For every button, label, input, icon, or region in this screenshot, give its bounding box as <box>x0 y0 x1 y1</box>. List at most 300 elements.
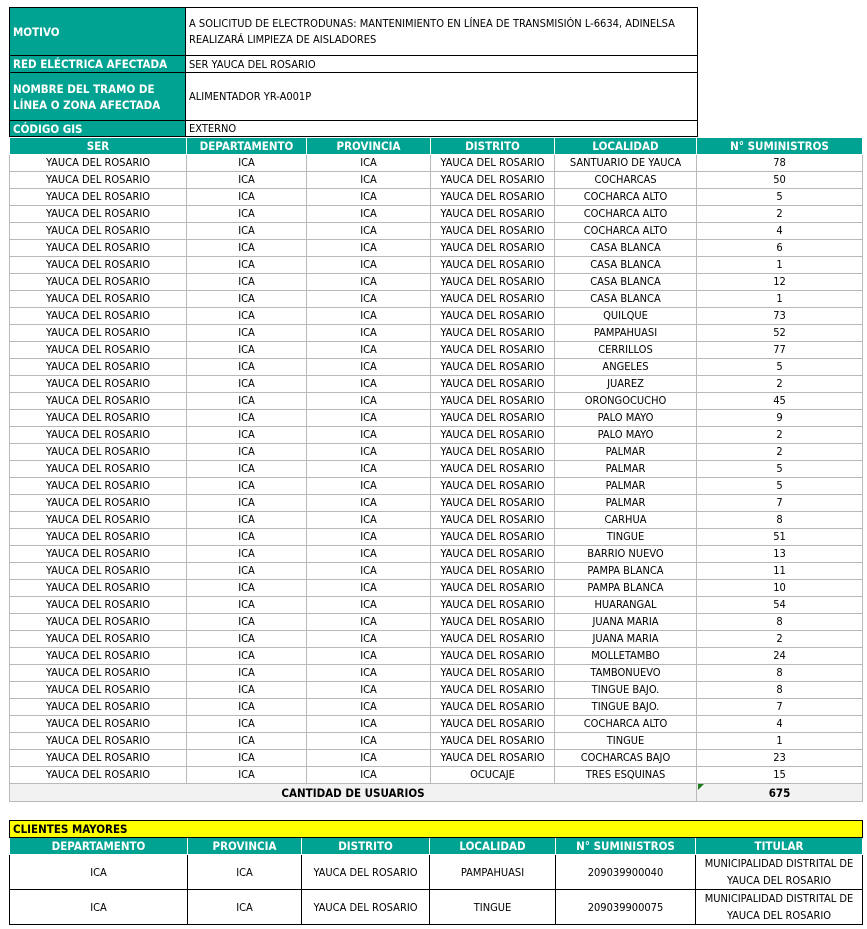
cell-provincia[interactable]: ICA <box>307 155 431 172</box>
cell-ser[interactable]: YAUCA DEL ROSARIO <box>10 699 187 716</box>
cell-localidad[interactable]: MOLLETAMBO <box>555 648 697 665</box>
cell-provincia[interactable]: ICA <box>307 189 431 206</box>
cell-suministros[interactable]: 11 <box>697 563 863 580</box>
cell-departamento[interactable]: ICA <box>187 376 307 393</box>
cell-ser[interactable]: YAUCA DEL ROSARIO <box>10 767 187 784</box>
cell-suministros[interactable]: 2 <box>697 631 863 648</box>
cell-suministros[interactable]: 45 <box>697 393 863 410</box>
cell-distrito[interactable]: YAUCA DEL ROSARIO <box>431 240 555 257</box>
cell-suministros[interactable]: 10 <box>697 580 863 597</box>
tramo-value[interactable]: ALIMENTADOR YR-A001P <box>186 73 698 121</box>
cell-distrito[interactable]: YAUCA DEL ROSARIO <box>431 563 555 580</box>
cell-distrito[interactable]: YAUCA DEL ROSARIO <box>431 699 555 716</box>
header-row <box>10 138 863 155</box>
table-row <box>10 444 863 461</box>
cell-distrito[interactable]: YAUCA DEL ROSARIO <box>431 733 555 750</box>
cell-provincia[interactable]: ICA <box>307 308 431 325</box>
table-body <box>10 155 863 784</box>
cell-localidad[interactable]: PALMAR <box>555 461 697 478</box>
cell-suministros[interactable]: 5 <box>697 359 863 376</box>
info-table <box>9 7 698 137</box>
cell-localidad[interactable]: CASA BLANCA <box>555 274 697 291</box>
cell-departamento[interactable]: ICA <box>187 478 307 495</box>
cell-distrito[interactable]: YAUCA DEL ROSARIO <box>431 648 555 665</box>
cell-localidad[interactable]: PAMPA BLANCA <box>555 563 697 580</box>
cell-localidad[interactable]: PAMPAHUASI <box>555 325 697 342</box>
cell-provincia[interactable]: ICA <box>307 461 431 478</box>
cell-distrito[interactable]: YAUCA DEL ROSARIO <box>431 274 555 291</box>
total-value[interactable]: 675 <box>697 784 863 802</box>
cell-ser[interactable]: YAUCA DEL ROSARIO <box>10 546 187 563</box>
cell-localidad[interactable]: PALMAR <box>555 495 697 512</box>
cell-localidad[interactable]: COCHARCAS BAJO <box>555 750 697 767</box>
cell-provincia[interactable]: ICA <box>307 325 431 342</box>
cell-ser[interactable]: YAUCA DEL ROSARIO <box>10 342 187 359</box>
cell-provincia[interactable]: ICA <box>307 240 431 257</box>
cell-suministros[interactable]: 4 <box>697 716 863 733</box>
cell-departamento[interactable]: ICA <box>187 733 307 750</box>
cm-header-distrito[interactable]: DISTRITO <box>302 838 430 855</box>
cell-distrito[interactable]: YAUCA DEL ROSARIO <box>431 529 555 546</box>
cell-departamento[interactable]: ICA <box>187 257 307 274</box>
cell-departamento[interactable]: ICA <box>187 580 307 597</box>
cell-localidad[interactable]: PALMAR <box>555 444 697 461</box>
cm-header-suministros[interactable]: N° SUMINISTROS <box>556 838 696 855</box>
cell-ser[interactable]: YAUCA DEL ROSARIO <box>10 461 187 478</box>
cell-ser[interactable]: YAUCA DEL ROSARIO <box>10 274 187 291</box>
cell-provincia[interactable]: ICA <box>307 546 431 563</box>
cell-distrito[interactable]: YAUCA DEL ROSARIO <box>431 716 555 733</box>
cell-distrito[interactable]: YAUCA DEL ROSARIO <box>431 614 555 631</box>
cell-ser[interactable]: YAUCA DEL ROSARIO <box>10 631 187 648</box>
cm-cell-titular[interactable]: MUNICIPALIDAD DISTRITAL DE YAUCA DEL ROSARIO <box>696 855 863 890</box>
clientes-row <box>10 890 863 925</box>
cell-provincia[interactable]: ICA <box>307 342 431 359</box>
cell-distrito[interactable]: YAUCA DEL ROSARIO <box>431 597 555 614</box>
red-value[interactable]: SER YAUCA DEL ROSARIO <box>186 56 698 73</box>
cell-provincia[interactable]: ICA <box>307 393 431 410</box>
cell-suministros[interactable]: 15 <box>697 767 863 784</box>
cell-provincia[interactable]: ICA <box>307 291 431 308</box>
cell-distrito[interactable]: OCUCAJE <box>431 767 555 784</box>
cell-distrito[interactable]: YAUCA DEL ROSARIO <box>431 376 555 393</box>
col-header-ser[interactable]: SER <box>10 138 187 155</box>
cell-localidad[interactable]: CASA BLANCA <box>555 291 697 308</box>
cell-distrito[interactable]: YAUCA DEL ROSARIO <box>431 155 555 172</box>
cell-localidad[interactable]: CERRILLOS <box>555 342 697 359</box>
cell-suministros[interactable]: 5 <box>697 478 863 495</box>
table-row <box>10 223 863 240</box>
cell-departamento[interactable]: ICA <box>187 699 307 716</box>
cell-suministros[interactable]: 54 <box>697 597 863 614</box>
cell-distrito[interactable]: YAUCA DEL ROSARIO <box>431 750 555 767</box>
cell-ser[interactable]: YAUCA DEL ROSARIO <box>10 359 187 376</box>
cell-ser[interactable]: YAUCA DEL ROSARIO <box>10 478 187 495</box>
cell-ser[interactable]: YAUCA DEL ROSARIO <box>10 597 187 614</box>
cell-departamento[interactable]: ICA <box>187 631 307 648</box>
cell-distrito[interactable]: YAUCA DEL ROSARIO <box>431 444 555 461</box>
cm-cell-distrito[interactable]: YAUCA DEL ROSARIO <box>302 890 430 925</box>
cell-departamento[interactable]: ICA <box>187 648 307 665</box>
red-label[interactable]: RED ELÉCTRICA AFECTADA <box>10 56 186 73</box>
cell-localidad[interactable]: TINGUE <box>555 529 697 546</box>
cell-suministros[interactable]: 24 <box>697 648 863 665</box>
cell-departamento[interactable]: ICA <box>187 546 307 563</box>
cell-localidad[interactable]: PALO MAYO <box>555 410 697 427</box>
cell-suministros[interactable]: 13 <box>697 546 863 563</box>
table-row <box>10 410 863 427</box>
table-row <box>10 461 863 478</box>
cell-distrito[interactable]: YAUCA DEL ROSARIO <box>431 512 555 529</box>
cell-distrito[interactable]: YAUCA DEL ROSARIO <box>431 495 555 512</box>
cell-localidad[interactable]: CARHUA <box>555 512 697 529</box>
cell-localidad[interactable]: CASA BLANCA <box>555 257 697 274</box>
cell-distrito[interactable]: YAUCA DEL ROSARIO <box>431 665 555 682</box>
cell-suministros[interactable]: 1 <box>697 291 863 308</box>
suministros-table <box>9 137 863 802</box>
cell-localidad[interactable]: ANGELES <box>555 359 697 376</box>
cell-departamento[interactable]: ICA <box>187 206 307 223</box>
table-row <box>10 733 863 750</box>
cell-ser[interactable]: YAUCA DEL ROSARIO <box>10 563 187 580</box>
cell-departamento[interactable]: ICA <box>187 444 307 461</box>
table-row <box>10 614 863 631</box>
cell-localidad[interactable]: COCHARCA ALTO <box>555 206 697 223</box>
cell-provincia[interactable]: ICA <box>307 257 431 274</box>
cell-distrito[interactable]: YAUCA DEL ROSARIO <box>431 172 555 189</box>
total-label[interactable]: CANTIDAD DE USUARIOS <box>10 784 697 802</box>
cm-cell-titular[interactable]: MUNICIPALIDAD DISTRITAL DE YAUCA DEL ROSARIO <box>696 890 863 925</box>
clientes-mayores-table <box>9 820 863 925</box>
cell-suministros[interactable]: 1 <box>697 733 863 750</box>
cell-departamento[interactable]: ICA <box>187 529 307 546</box>
cell-provincia[interactable]: ICA <box>307 580 431 597</box>
cell-provincia[interactable]: ICA <box>307 614 431 631</box>
gis-label[interactable]: CÓDIGO GIS <box>10 121 186 137</box>
cell-ser[interactable]: YAUCA DEL ROSARIO <box>10 427 187 444</box>
cell-departamento[interactable]: ICA <box>187 665 307 682</box>
cell-localidad[interactable]: COCHARCAS <box>555 172 697 189</box>
cell-departamento[interactable]: ICA <box>187 563 307 580</box>
gis-value[interactable]: EXTERNO <box>186 121 698 137</box>
table-row <box>10 597 863 614</box>
col-header-distrito[interactable]: DISTRITO <box>431 138 555 155</box>
cell-distrito[interactable]: YAUCA DEL ROSARIO <box>431 461 555 478</box>
cell-localidad[interactable]: SANTUARIO DE YAUCA <box>555 155 697 172</box>
table-row <box>10 172 863 189</box>
table-row <box>10 325 863 342</box>
cell-distrito[interactable]: YAUCA DEL ROSARIO <box>431 546 555 563</box>
cell-localidad[interactable]: CASA BLANCA <box>555 240 697 257</box>
cell-distrito[interactable]: YAUCA DEL ROSARIO <box>431 206 555 223</box>
table-row <box>10 427 863 444</box>
table-row <box>10 291 863 308</box>
table-row <box>10 750 863 767</box>
cell-suministros[interactable]: 12 <box>697 274 863 291</box>
cell-departamento[interactable]: ICA <box>187 308 307 325</box>
cell-suministros[interactable]: 8 <box>697 665 863 682</box>
cell-ser[interactable]: YAUCA DEL ROSARIO <box>10 444 187 461</box>
cell-provincia[interactable]: ICA <box>307 206 431 223</box>
cell-provincia[interactable]: ICA <box>307 376 431 393</box>
cell-provincia[interactable]: ICA <box>307 750 431 767</box>
cell-localidad[interactable]: PALO MAYO <box>555 427 697 444</box>
cell-localidad[interactable]: COCHARCA ALTO <box>555 223 697 240</box>
cell-provincia[interactable]: ICA <box>307 444 431 461</box>
cell-localidad[interactable]: PALMAR <box>555 478 697 495</box>
cell-suministros[interactable]: 50 <box>697 172 863 189</box>
cell-suministros[interactable]: 2 <box>697 376 863 393</box>
cm-cell-localidad[interactable]: TINGUE <box>430 890 556 925</box>
cm-header-departamento[interactable]: DEPARTAMENTO <box>10 838 188 855</box>
cell-suministros[interactable]: 23 <box>697 750 863 767</box>
cell-ser[interactable]: YAUCA DEL ROSARIO <box>10 257 187 274</box>
cell-departamento[interactable]: ICA <box>187 393 307 410</box>
cell-ser[interactable]: YAUCA DEL ROSARIO <box>10 665 187 682</box>
cm-cell-provincia[interactable]: ICA <box>188 855 302 890</box>
cell-provincia[interactable]: ICA <box>307 716 431 733</box>
table-row <box>10 359 863 376</box>
table-row <box>10 580 863 597</box>
cell-provincia[interactable]: ICA <box>307 648 431 665</box>
cell-suministros[interactable]: 51 <box>697 529 863 546</box>
cell-ser[interactable]: YAUCA DEL ROSARIO <box>10 716 187 733</box>
cm-cell-departamento[interactable]: ICA <box>10 855 188 890</box>
cell-suministros[interactable]: 4 <box>697 223 863 240</box>
cell-provincia[interactable]: ICA <box>307 495 431 512</box>
cell-distrito[interactable]: YAUCA DEL ROSARIO <box>431 478 555 495</box>
table-row <box>10 257 863 274</box>
cell-localidad[interactable]: PAMPA BLANCA <box>555 580 697 597</box>
cell-distrito[interactable]: YAUCA DEL ROSARIO <box>431 682 555 699</box>
table-row <box>10 376 863 393</box>
table-row <box>10 699 863 716</box>
cell-localidad[interactable]: COCHARCA ALTO <box>555 716 697 733</box>
motivo-value[interactable]: A SOLICITUD DE ELECTRODUNAS: MANTENIMIENTO EN LÍNEA DE TRANSMISIÓN L-6634, ADINELSA REALIZARÁ LIMPIEZA DE AISLADORES <box>186 8 698 56</box>
table-row <box>10 478 863 495</box>
cell-departamento[interactable]: ICA <box>187 342 307 359</box>
cell-ser[interactable]: YAUCA DEL ROSARIO <box>10 376 187 393</box>
cell-provincia[interactable]: ICA <box>307 512 431 529</box>
cell-suministros[interactable]: 78 <box>697 155 863 172</box>
table-row <box>10 767 863 784</box>
cell-ser[interactable]: YAUCA DEL ROSARIO <box>10 648 187 665</box>
cell-ser[interactable]: YAUCA DEL ROSARIO <box>10 206 187 223</box>
clientes-mayores-title[interactable]: CLIENTES MAYORES <box>10 821 863 838</box>
cell-suministros[interactable]: 5 <box>697 461 863 478</box>
cell-departamento[interactable]: ICA <box>187 359 307 376</box>
cm-cell-suministros[interactable]: 209039900075 <box>556 890 696 925</box>
cell-localidad[interactable]: JUAREZ <box>555 376 697 393</box>
cell-provincia[interactable]: ICA <box>307 478 431 495</box>
cell-suministros[interactable]: 2 <box>697 444 863 461</box>
cell-departamento[interactable]: ICA <box>187 274 307 291</box>
clientes-row <box>10 855 863 890</box>
table-row <box>10 512 863 529</box>
cell-suministros[interactable]: 8 <box>697 512 863 529</box>
cell-suministros[interactable]: 2 <box>697 427 863 444</box>
cell-departamento[interactable]: ICA <box>187 427 307 444</box>
cell-suministros[interactable]: 5 <box>697 189 863 206</box>
cell-provincia[interactable]: ICA <box>307 427 431 444</box>
clientes-body <box>10 855 863 925</box>
cell-departamento[interactable]: ICA <box>187 682 307 699</box>
cell-ser[interactable]: YAUCA DEL ROSARIO <box>10 512 187 529</box>
cell-localidad[interactable]: COCHARCA ALTO <box>555 189 697 206</box>
cell-ser[interactable]: YAUCA DEL ROSARIO <box>10 291 187 308</box>
cell-localidad[interactable]: JUANA MARIA <box>555 614 697 631</box>
cell-ser[interactable]: YAUCA DEL ROSARIO <box>10 155 187 172</box>
cell-ser[interactable]: YAUCA DEL ROSARIO <box>10 614 187 631</box>
table-row <box>10 648 863 665</box>
cell-ser[interactable]: YAUCA DEL ROSARIO <box>10 393 187 410</box>
cell-ser[interactable]: YAUCA DEL ROSARIO <box>10 750 187 767</box>
table-row <box>10 274 863 291</box>
cell-suministros[interactable]: 8 <box>697 614 863 631</box>
cell-provincia[interactable]: ICA <box>307 172 431 189</box>
cell-localidad[interactable]: ORONGOCUCHO <box>555 393 697 410</box>
cell-departamento[interactable]: ICA <box>187 716 307 733</box>
cell-localidad[interactable]: TRES ESQUINAS <box>555 767 697 784</box>
clientes-header-row <box>10 838 863 855</box>
table-row <box>10 716 863 733</box>
cell-departamento[interactable]: ICA <box>187 614 307 631</box>
cell-departamento[interactable]: ICA <box>187 512 307 529</box>
cell-distrito[interactable]: YAUCA DEL ROSARIO <box>431 580 555 597</box>
table-row <box>10 240 863 257</box>
cm-header-provincia[interactable]: PROVINCIA <box>188 838 302 855</box>
cell-localidad[interactable]: HUARANGAL <box>555 597 697 614</box>
col-header-localidad[interactable]: LOCALIDAD <box>555 138 697 155</box>
cell-suministros[interactable]: 7 <box>697 699 863 716</box>
cell-provincia[interactable]: ICA <box>307 733 431 750</box>
cell-localidad[interactable]: TINGUE <box>555 733 697 750</box>
cell-departamento[interactable]: ICA <box>187 240 307 257</box>
cell-departamento[interactable]: ICA <box>187 495 307 512</box>
col-header-provincia[interactable]: PROVINCIA <box>307 138 431 155</box>
cell-provincia[interactable]: ICA <box>307 631 431 648</box>
cell-distrito[interactable]: YAUCA DEL ROSARIO <box>431 308 555 325</box>
table-row <box>10 631 863 648</box>
col-header-suministros[interactable]: N° SUMINISTROS <box>697 138 863 155</box>
cell-distrito[interactable]: YAUCA DEL ROSARIO <box>431 631 555 648</box>
tramo-label[interactable]: NOMBRE DEL TRAMO DE LÍNEA O ZONA AFECTADA <box>10 73 186 121</box>
cell-provincia[interactable]: ICA <box>307 597 431 614</box>
cell-ser[interactable]: YAUCA DEL ROSARIO <box>10 189 187 206</box>
cell-distrito[interactable]: YAUCA DEL ROSARIO <box>431 427 555 444</box>
cell-departamento[interactable]: ICA <box>187 767 307 784</box>
cell-distrito[interactable]: YAUCA DEL ROSARIO <box>431 291 555 308</box>
cell-departamento[interactable]: ICA <box>187 750 307 767</box>
cell-departamento[interactable]: ICA <box>187 461 307 478</box>
cell-provincia[interactable]: ICA <box>307 682 431 699</box>
cell-ser[interactable]: YAUCA DEL ROSARIO <box>10 325 187 342</box>
table-row <box>10 546 863 563</box>
cell-localidad[interactable]: TINGUE BAJO. <box>555 682 697 699</box>
cell-departamento[interactable]: ICA <box>187 172 307 189</box>
cell-ser[interactable]: YAUCA DEL ROSARIO <box>10 240 187 257</box>
cell-ser[interactable]: YAUCA DEL ROSARIO <box>10 682 187 699</box>
cell-suministros[interactable]: 73 <box>697 308 863 325</box>
cell-distrito[interactable]: YAUCA DEL ROSARIO <box>431 410 555 427</box>
cell-distrito[interactable]: YAUCA DEL ROSARIO <box>431 325 555 342</box>
cm-header-localidad[interactable]: LOCALIDAD <box>430 838 556 855</box>
cell-provincia[interactable]: ICA <box>307 410 431 427</box>
cell-distrito[interactable]: YAUCA DEL ROSARIO <box>431 189 555 206</box>
cell-ser[interactable]: YAUCA DEL ROSARIO <box>10 733 187 750</box>
cell-departamento[interactable]: ICA <box>187 597 307 614</box>
table-row <box>10 529 863 546</box>
cell-suministros[interactable]: 2 <box>697 206 863 223</box>
cell-ser[interactable]: YAUCA DEL ROSARIO <box>10 410 187 427</box>
cell-provincia[interactable]: ICA <box>307 223 431 240</box>
table-row <box>10 495 863 512</box>
table-row <box>10 665 863 682</box>
cell-distrito[interactable]: YAUCA DEL ROSARIO <box>431 223 555 240</box>
cm-cell-departamento[interactable]: ICA <box>10 890 188 925</box>
cell-localidad[interactable]: JUANA MARIA <box>555 631 697 648</box>
cell-provincia[interactable]: ICA <box>307 767 431 784</box>
cell-provincia[interactable]: ICA <box>307 665 431 682</box>
cell-suministros[interactable]: 6 <box>697 240 863 257</box>
cell-localidad[interactable]: QUILQUE <box>555 308 697 325</box>
table-row <box>10 393 863 410</box>
cell-ser[interactable]: YAUCA DEL ROSARIO <box>10 223 187 240</box>
cell-provincia[interactable]: ICA <box>307 529 431 546</box>
table-row <box>10 206 863 223</box>
cm-cell-localidad[interactable]: PAMPAHUASI <box>430 855 556 890</box>
cm-cell-distrito[interactable]: YAUCA DEL ROSARIO <box>302 855 430 890</box>
cell-localidad[interactable]: TAMBONUEVO <box>555 665 697 682</box>
cell-localidad[interactable]: BARRIO NUEVO <box>555 546 697 563</box>
cell-suministros[interactable]: 7 <box>697 495 863 512</box>
cell-distrito[interactable]: YAUCA DEL ROSARIO <box>431 393 555 410</box>
col-header-departamento[interactable]: DEPARTAMENTO <box>187 138 307 155</box>
cell-ser[interactable]: YAUCA DEL ROSARIO <box>10 495 187 512</box>
cell-suministros[interactable]: 8 <box>697 682 863 699</box>
cell-ser[interactable]: YAUCA DEL ROSARIO <box>10 580 187 597</box>
table-row <box>10 155 863 172</box>
cell-provincia[interactable]: ICA <box>307 274 431 291</box>
cell-ser[interactable]: YAUCA DEL ROSARIO <box>10 308 187 325</box>
cell-distrito[interactable]: YAUCA DEL ROSARIO <box>431 257 555 274</box>
cell-suministros[interactable]: 1 <box>697 257 863 274</box>
cell-suministros[interactable]: 9 <box>697 410 863 427</box>
cell-provincia[interactable]: ICA <box>307 563 431 580</box>
cell-departamento[interactable]: ICA <box>187 155 307 172</box>
cell-distrito[interactable]: YAUCA DEL ROSARIO <box>431 359 555 376</box>
cell-distrito[interactable]: YAUCA DEL ROSARIO <box>431 342 555 359</box>
table-row <box>10 682 863 699</box>
cell-localidad[interactable]: TINGUE BAJO. <box>555 699 697 716</box>
cell-departamento[interactable]: ICA <box>187 325 307 342</box>
cell-ser[interactable]: YAUCA DEL ROSARIO <box>10 529 187 546</box>
cell-provincia[interactable]: ICA <box>307 699 431 716</box>
cell-ser[interactable]: YAUCA DEL ROSARIO <box>10 172 187 189</box>
motivo-label[interactable]: MOTIVO <box>10 8 186 56</box>
cell-suministros[interactable]: 52 <box>697 325 863 342</box>
cell-departamento[interactable]: ICA <box>187 223 307 240</box>
cell-suministros[interactable]: 77 <box>697 342 863 359</box>
cm-cell-suministros[interactable]: 209039900040 <box>556 855 696 890</box>
cell-provincia[interactable]: ICA <box>307 359 431 376</box>
cell-departamento[interactable]: ICA <box>187 410 307 427</box>
cm-header-titular[interactable]: TITULAR <box>696 838 863 855</box>
cell-departamento[interactable]: ICA <box>187 189 307 206</box>
cell-departamento[interactable]: ICA <box>187 291 307 308</box>
cell-comment-marker <box>698 784 704 790</box>
cm-cell-provincia[interactable]: ICA <box>188 890 302 925</box>
